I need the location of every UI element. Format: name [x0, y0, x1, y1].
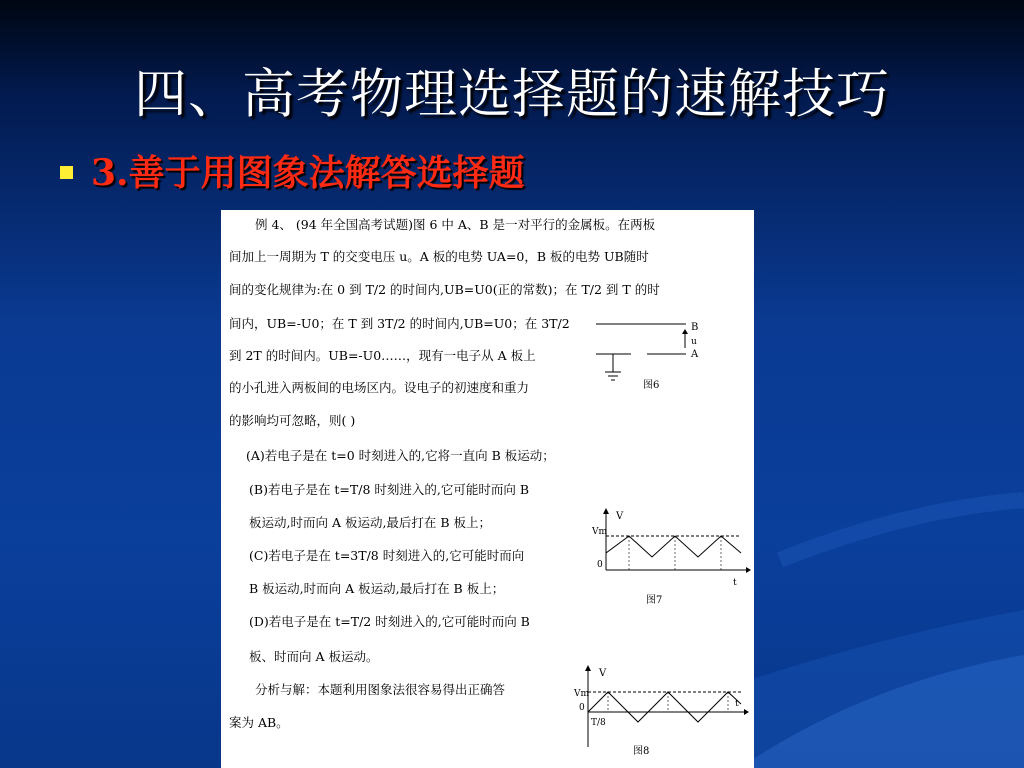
doc-line-12: B 板运动,时而向 A 板运动,最后打在 B 板上； [249, 581, 505, 596]
fig8-caption: 图8 [633, 746, 650, 757]
doc-line-6: 的小孔进入两板间的电场区内。设电子的初速度和重力 [229, 380, 530, 395]
fig8-label-t8: T/8 [591, 718, 606, 728]
slide-title: 四、高考物理选择题的速解技巧 [134, 64, 890, 125]
doc-line-9: (B)若电子是在 t=T/8 时刻进入的,它可能时而向 B [249, 482, 530, 497]
doc-line-16: 案为 AB。 [229, 715, 289, 730]
doc-line-13: (D)若电子是在 t=T/2 时刻进入的,它可能时而向 B [249, 614, 530, 629]
doc-line-8: (A)若电子是在 t=0 时刻进入的,它将一直向 B 板运动； [246, 448, 555, 463]
fig7-label-t: t [733, 578, 737, 588]
doc-line-7: 的影响均可忽略，则( ) [229, 413, 356, 428]
bullet-marker [60, 166, 73, 179]
fig6-label-a: A [691, 349, 699, 360]
doc-line-1: 例 4、 (94 年全国高考试题)图 6 中 A、B 是一对平行的金属板。在两板 [255, 217, 656, 232]
fig7-label-vm: Vm [592, 527, 608, 537]
bullet-text: 3.善于用图象法解答选择题 [91, 152, 525, 194]
doc-line-3: 间的变化规律为:在 0 到 T/2 的时间内,UB=U0(正的常数)；在 T/2 到 T 的时 [229, 282, 660, 297]
figure-8-graph [573, 662, 753, 762]
figure-7-graph [591, 505, 751, 610]
fig6-caption: 图6 [643, 380, 660, 391]
fig7-label-v: V [616, 511, 624, 522]
fig7-caption: 图7 [646, 595, 663, 606]
doc-line-10: 板运动,时而向 A 板运动,最后打在 B 板上； [249, 515, 492, 530]
fig6-label-b: B [691, 322, 699, 333]
fig6-label-u: u [691, 337, 697, 347]
document-scan [221, 210, 754, 768]
doc-line-5: 到 2T 的时间内。UB=-U0……，现有一电子从 A 板上 [229, 348, 536, 363]
doc-line-11: (C)若电子是在 t=3T/8 时刻进入的,它可能时而向 [249, 548, 525, 563]
doc-line-14: 板、时而向 A 板运动。 [249, 649, 379, 664]
fig8-label-t: t [735, 699, 739, 709]
fig8-label-origin: 0 [579, 703, 585, 713]
doc-line-2: 间加上一周期为 T 的交变电压 u。A 板的电势 UA=0，B 板的电势 UB随时 [229, 249, 649, 264]
figure-6-plates [591, 310, 751, 400]
doc-line-15: 分析与解：本题利用图象法很容易得出正确答 [255, 682, 506, 697]
fig8-label-v: V [599, 668, 607, 679]
doc-line-4: 间内，UB=-U0；在 T 到 3T/2 的时间内,UB=U0；在 3T/2 [229, 316, 570, 331]
fig7-label-origin: 0 [597, 560, 603, 570]
fig8-label-vm: Vm [574, 689, 590, 699]
